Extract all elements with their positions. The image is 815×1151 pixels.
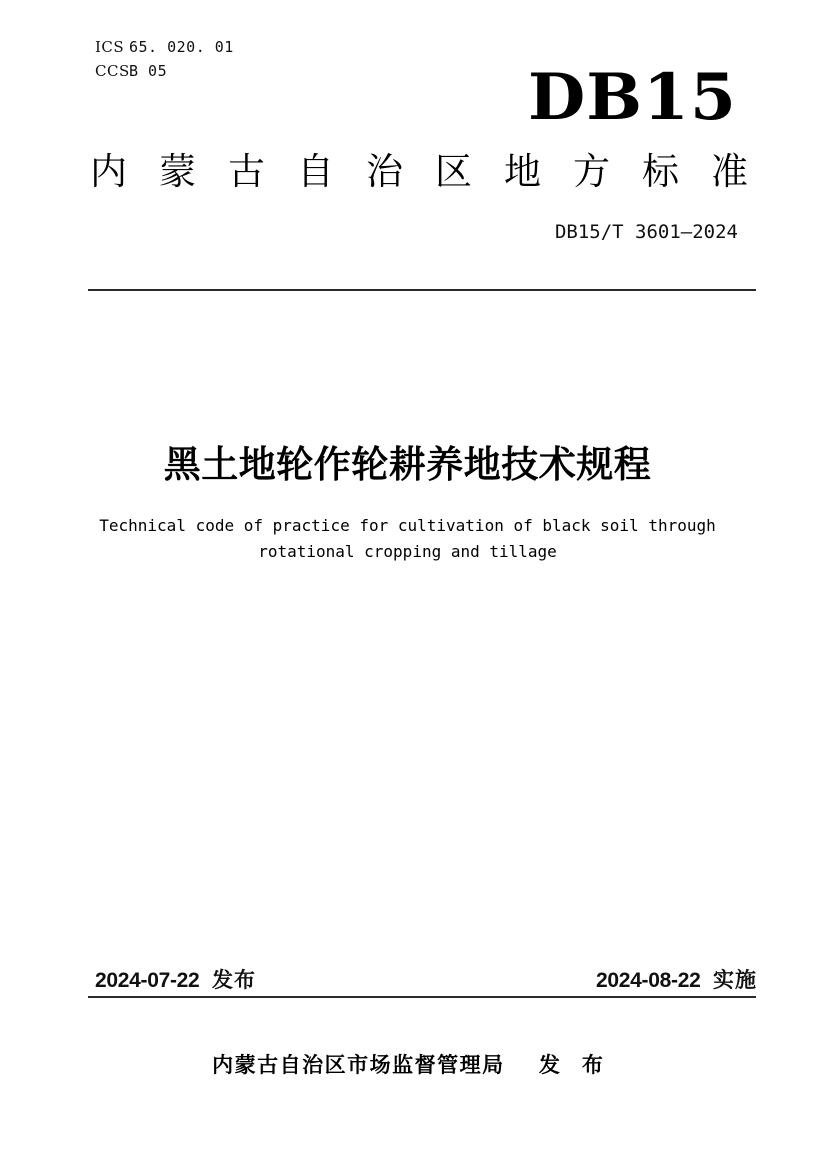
- title-english-line1: Technical code of practice for cultivation of black soil through: [99, 516, 716, 535]
- ccs-value: B 05: [129, 62, 168, 80]
- ics-value: 65. 020. 01: [129, 38, 234, 56]
- issue-date: 2024-07-22: [95, 969, 200, 992]
- ics-label: ICS: [95, 38, 125, 56]
- standard-code: DB15/T 3601—2024: [554, 221, 738, 243]
- implementation-date-block: [596, 964, 757, 994]
- ccs-label: CCS: [95, 62, 130, 80]
- ccs-row: [95, 59, 234, 83]
- implementation-label: 实施: [713, 969, 757, 992]
- document-title-english: [0, 513, 815, 565]
- db15-logo: DB15: [528, 59, 737, 135]
- document-title-chinese: 黑土地轮作轮耕养地技术规程: [163, 444, 652, 485]
- publish-action-label: 发布: [538, 1054, 625, 1077]
- ics-row: [95, 35, 234, 59]
- issue-date-block: [95, 964, 256, 994]
- issue-label: 发布: [211, 969, 256, 992]
- ics-ccs-block: [95, 35, 234, 83]
- title-english-line2: rotational cropping and tillage: [258, 542, 557, 561]
- publisher-row: [0, 1049, 815, 1079]
- header-divider-line: [88, 289, 756, 291]
- standard-category-title: 内蒙古自治区地方标准: [90, 151, 780, 192]
- implementation-date: 2024-08-22: [596, 969, 701, 992]
- publisher-name: 内蒙古自治区市场监督管理局: [212, 1054, 505, 1077]
- footer-divider-line: [88, 996, 756, 998]
